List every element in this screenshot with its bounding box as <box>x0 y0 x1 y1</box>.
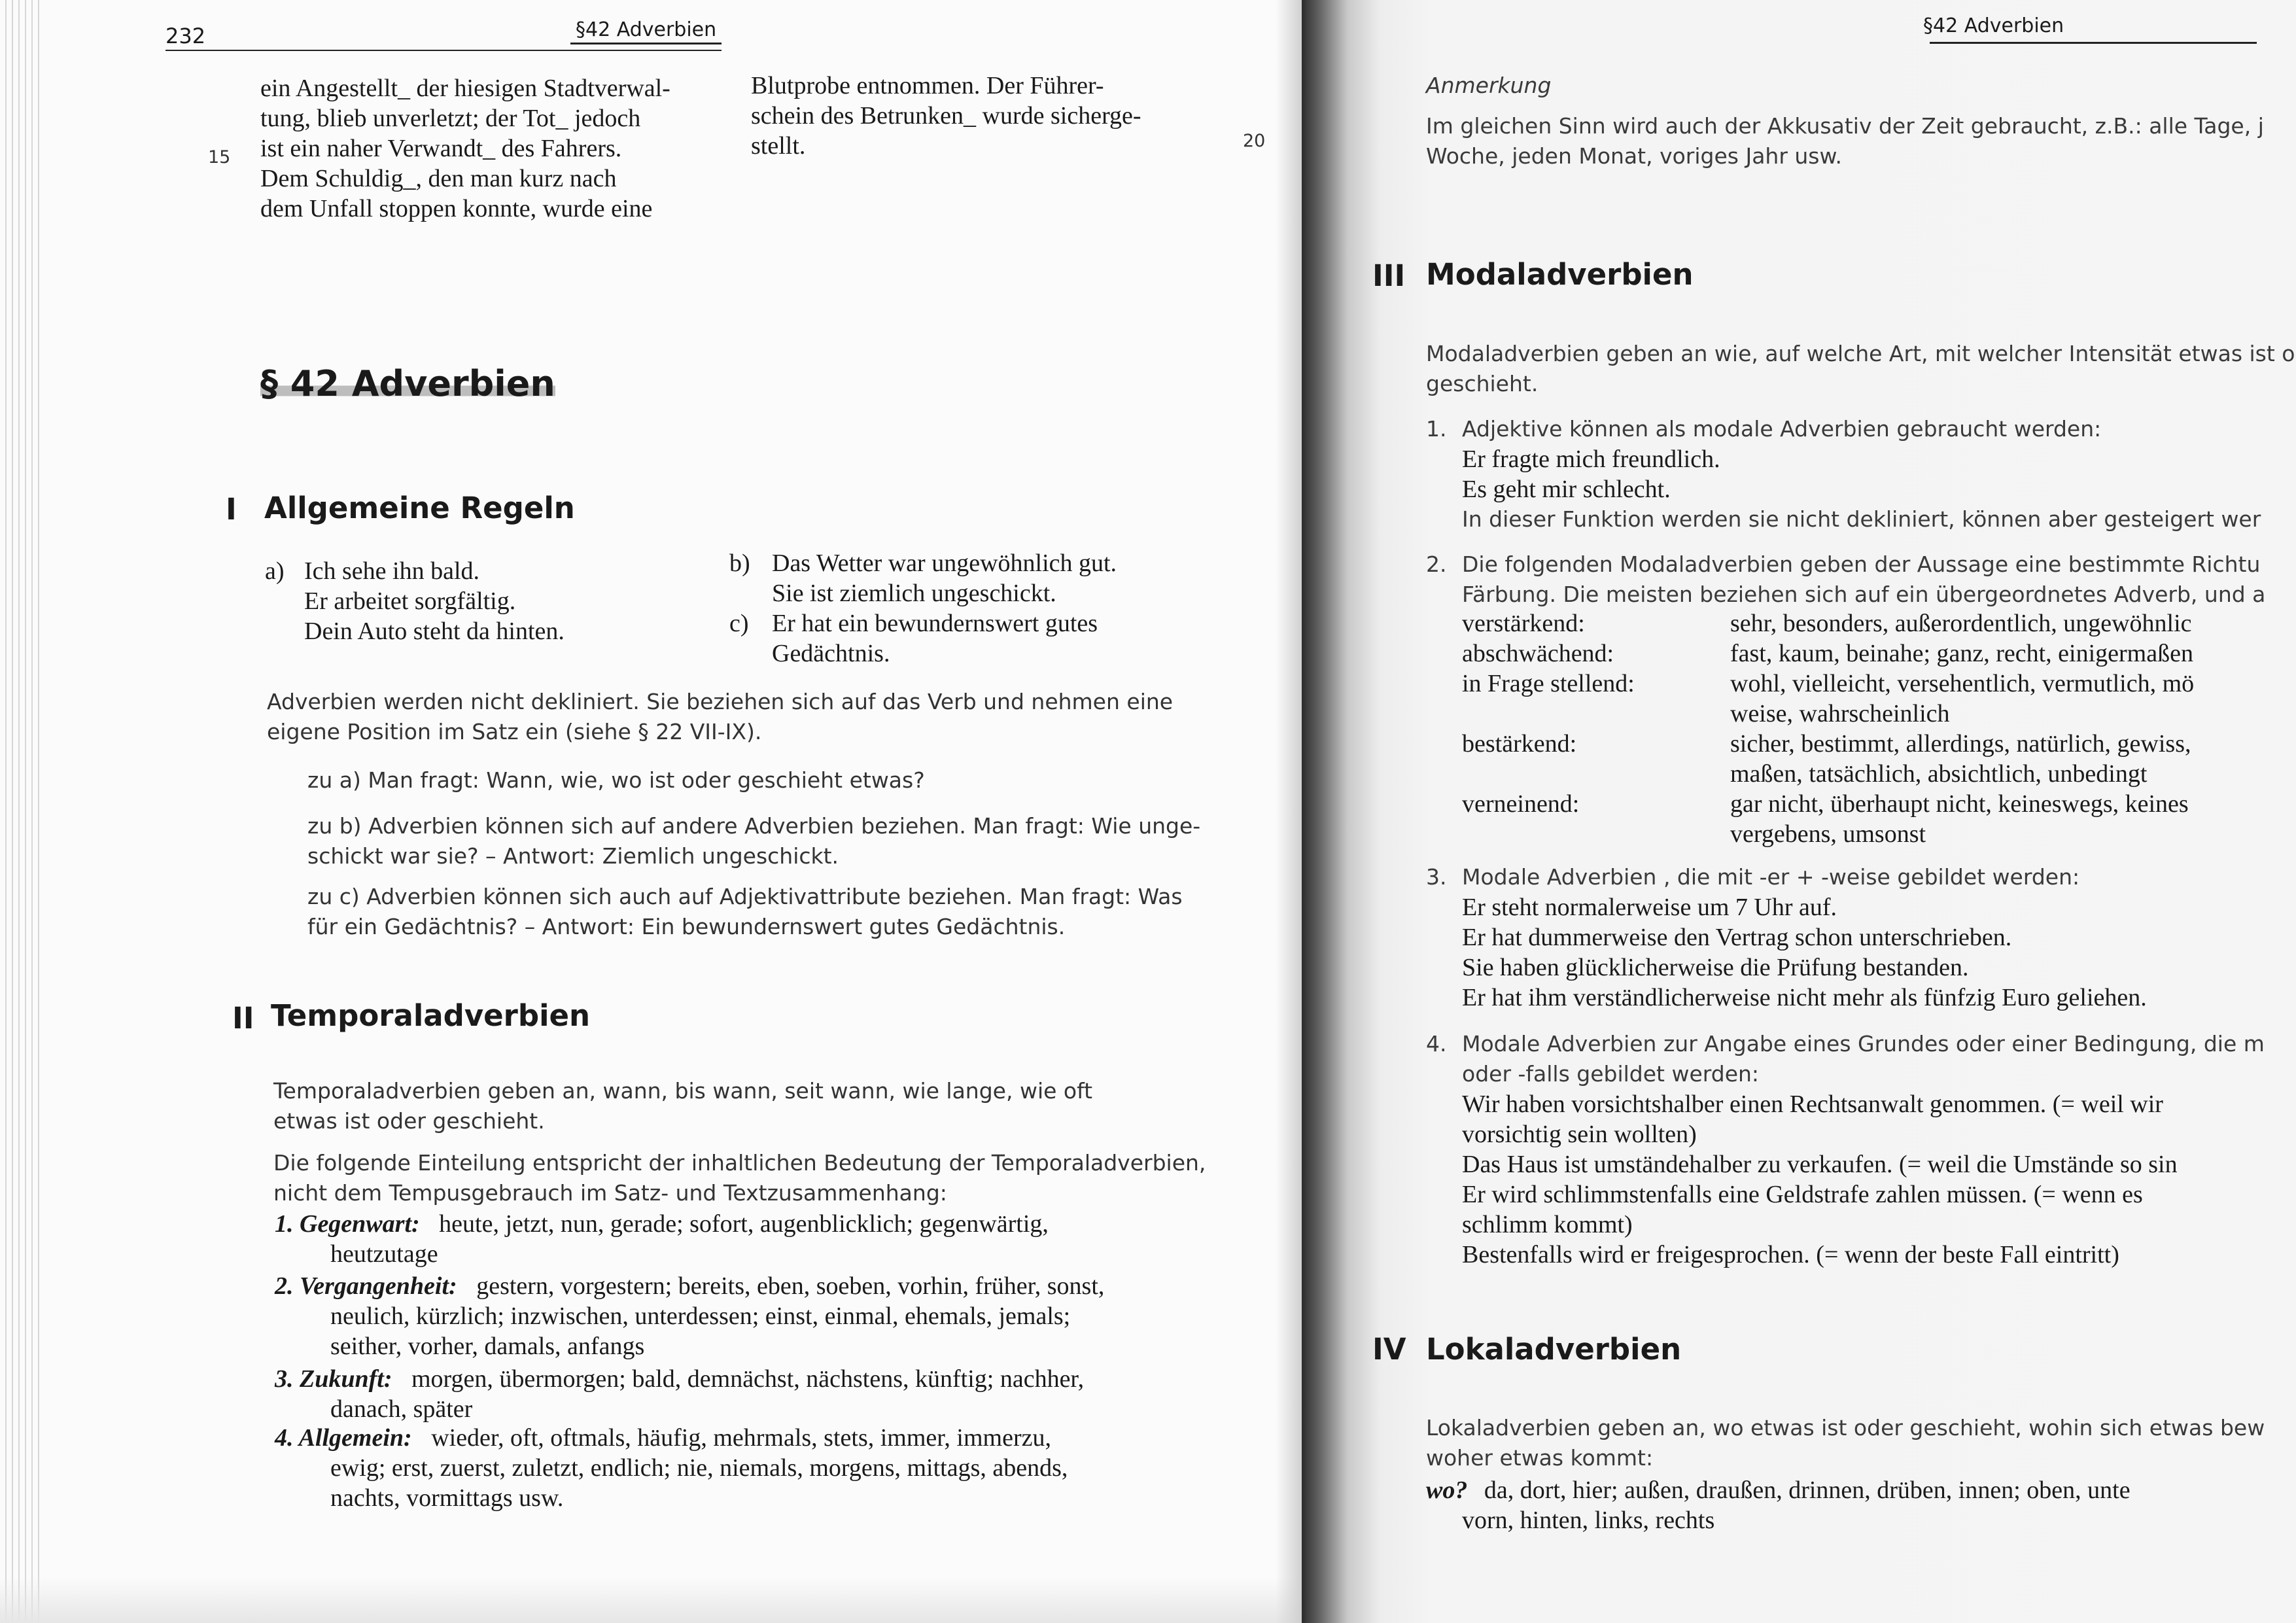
point-line: Färbung. Die meisten beziehen sich auf ein übergeordnetes Adverb, und a <box>1462 582 2266 607</box>
point-example: vorsichtig sein wollten) <box>1462 1121 1697 1148</box>
temporal-item-3 <box>275 1364 1084 1424</box>
point-example: Wir haben vorsichtshalber einen Rechtsanwalt genommen. (= weil wir <box>1462 1091 2163 1118</box>
row-label: verstärkend: <box>1462 610 1585 637</box>
zu-a-note: zu a) Man fragt: Wann, wie, wo ist oder geschieht etwas? <box>307 767 925 793</box>
example-c <box>729 608 1098 669</box>
point-example: Es geht mir schlecht. <box>1462 476 1671 503</box>
temporal-item-1 <box>275 1209 1049 1269</box>
point-example: Das Haus ist umständehalber zu verkaufen. (= weil die Umstände so sin <box>1462 1151 2178 1178</box>
row-label: verneinend: <box>1462 790 1580 818</box>
right-page <box>1302 0 2296 1623</box>
point-example: Er hat ihm verständlicherweise nicht mehr als fünfzig Euro geliehen. <box>1462 984 2147 1011</box>
modal-intro <box>1426 339 2295 399</box>
exercise-column-2 <box>751 71 1141 161</box>
temporal-item-4 <box>275 1423 1068 1513</box>
intro-line: geschieht. <box>1426 371 1539 396</box>
row-value: maßen, tatsächlich, absichtlich, unbedingt <box>1730 760 2148 788</box>
exercise-line: Blutprobe entnommen. Der Führer- <box>751 72 1104 99</box>
example-label: c) <box>729 610 749 637</box>
running-head: §42 Adverbien <box>570 18 722 44</box>
running-head: §42 Adverbien <box>1923 14 2064 37</box>
rule-paragraph <box>267 687 1173 747</box>
row-label: in Frage stellend: <box>1462 670 1635 697</box>
example-line: Gedächtnis. <box>772 640 890 667</box>
item-label: 4. Allgemein: <box>275 1424 412 1452</box>
exercise-line: ein Angestellt_ der hiesigen Stadtverwal- <box>260 75 670 102</box>
row-value: sehr, besonders, außerordentlich, ungewöhnlic <box>1730 610 2192 637</box>
point-example: Sie haben glücklicherweise die Prüfung bestanden. <box>1462 954 1969 981</box>
temporal-item-2 <box>275 1271 1104 1361</box>
item-line: gestern, vorgestern; bereits, eben, soeben, vorhin, früher, sonst, <box>476 1272 1105 1300</box>
point-example: Er wird schlimmstenfalls eine Geldstrafe zahlen müssen. (= wenn es <box>1462 1181 2143 1208</box>
anmerkung-line: Im gleichen Sinn wird auch der Akkusativ der Zeit gebraucht, z.B.: alle Tage, j <box>1426 113 2264 139</box>
point-4 <box>1462 1029 2265 1270</box>
point-number: 4. <box>1426 1031 1447 1056</box>
item-line: nachts, vormittags usw. <box>330 1484 564 1512</box>
row-value: gar nicht, überhaupt nicht, keineswegs, keines <box>1730 790 2189 818</box>
line-number: 15 <box>208 147 231 167</box>
wo-label: wo? <box>1426 1476 1468 1504</box>
intro-line: woher etwas kommt: <box>1426 1445 1654 1471</box>
section-numeral: III <box>1372 258 1406 293</box>
section-numeral: II <box>232 1001 254 1036</box>
row-value: vergebens, umsonst <box>1730 820 1926 848</box>
note-line: für ein Gedächtnis? – Antwort: Ein bewundernswert gutes Gedächtnis. <box>307 914 1066 939</box>
intro-line: Die folgende Einteilung entspricht der inhaltlichen Bedeutung der Temporaladverbien, <box>273 1150 1206 1176</box>
intro-line: Temporaladverbien geben an, wann, bis wann, seit wann, wie lange, wie oft <box>273 1078 1093 1104</box>
exercise-line: Dem Schuldig_, den man kurz nach <box>260 165 617 192</box>
exercise-line: ist ein naher Verwandt_ des Fahrers. <box>260 135 622 162</box>
row-label: bestärkend: <box>1462 730 1577 758</box>
section-title: Allgemeine Regeln <box>264 491 575 525</box>
lokal-wo <box>1426 1475 2131 1535</box>
point-line: oder -falls gebildet werden: <box>1462 1061 1760 1087</box>
section-title: Temporaladverbien <box>271 998 591 1033</box>
exercise-line: tung, blieb unverletzt; der Tot_ jedoch <box>260 105 641 132</box>
rule-line: eigene Position im Satz ein (siehe § 22 VII-IX). <box>267 719 762 744</box>
point-line: Adjektive können als modale Adverbien gebraucht werden: <box>1462 416 2102 442</box>
item-line: heute, jetzt, nun, gerade; sofort, augenblicklich; gegenwärtig, <box>439 1210 1049 1238</box>
row-value: weise, wahrscheinlich <box>1730 700 1950 727</box>
point-number: 3. <box>1426 864 1447 890</box>
point-example: Er fragte mich freundlich. <box>1462 445 1720 473</box>
point-example: Er hat dummerweise den Vertrag schon unterschrieben. <box>1462 924 2012 951</box>
chapter-title: § 42 Adverbien <box>260 363 555 404</box>
row-value: fast, kaum, beinahe; ganz, recht, einigermaßen <box>1730 640 2193 667</box>
row-label: abschwächend: <box>1462 640 1614 667</box>
example-line: Er arbeitet sorgfältig. <box>304 587 516 615</box>
intro-line: Modaladverbien geben an wie, auf welche Art, mit welcher Intensität etwas ist o <box>1426 341 2295 366</box>
point-line: In dieser Funktion werden sie nicht dekliniert, können aber gesteigert wer <box>1462 506 2261 532</box>
section-numeral: IV <box>1372 1332 1406 1367</box>
item-label: 2. Vergangenheit: <box>275 1272 457 1300</box>
item-line: morgen, übermorgen; bald, demnächst, nächstens, künftig; nachher, <box>411 1365 1085 1393</box>
point-line: Modale Adverbien zur Angabe eines Grundes oder einer Bedingung, die m <box>1462 1031 2265 1056</box>
anmerkung-line: Woche, jeden Monat, voriges Jahr usw. <box>1426 143 1842 169</box>
example-line: Das Wetter war ungewöhnlich gut. <box>772 550 1117 577</box>
running-head-rule <box>165 50 722 51</box>
example-a <box>265 556 565 646</box>
row-value: sicher, bestimmt, allerdings, natürlich, gewiss, <box>1730 730 2191 758</box>
example-label: b) <box>729 550 750 577</box>
item-label: 1. Gegenwart: <box>275 1210 420 1238</box>
gutter-shadow <box>1276 0 1302 1623</box>
item-line: neulich, kürzlich; inzwischen, unterdessen; einst, einmal, ehemals, jemals; <box>330 1302 1071 1330</box>
zu-b-note <box>307 811 1200 871</box>
note-line: zu c) Adverbien können sich auch auf Adjektivattribute beziehen. Man fragt: Was <box>307 884 1183 909</box>
point-line: Die folgenden Modaladverbien geben der Aussage eine bestimmte Richtu <box>1462 551 2261 577</box>
point-2 <box>1462 550 2265 610</box>
example-line: Ich sehe ihn bald. <box>304 557 480 585</box>
example-line: Sie ist ziemlich ungeschickt. <box>772 580 1056 607</box>
rule-line: Adverbien werden nicht dekliniert. Sie beziehen sich auf das Verb und nehmen eine <box>267 689 1174 714</box>
item-line: seither, vorher, damals, anfangs <box>330 1333 645 1360</box>
temporal-intro <box>273 1076 1092 1136</box>
lokal-intro <box>1426 1413 2265 1473</box>
modal-table <box>1462 608 2296 850</box>
intro-line: nicht dem Tempusgebrauch im Satz- und Textzusammenhang: <box>273 1180 947 1206</box>
zu-c-note <box>307 882 1183 942</box>
anmerkung-label: Anmerkung <box>1426 73 1552 98</box>
row-value: wohl, vielleicht, versehentlich, vermutlich, mö <box>1730 670 2195 697</box>
exercise-line: dem Unfall stoppen konnte, wurde eine <box>260 195 653 222</box>
item-line: ewig; erst, zuerst, zuletzt, endlich; nie, niemals, morgens, mittags, abends, <box>330 1454 1068 1482</box>
point-example: Bestenfalls wird er freigesprochen. (= wenn der beste Fall eintritt) <box>1462 1241 2119 1268</box>
note-line: schickt war sie? – Antwort: Ziemlich ungeschickt. <box>307 843 839 869</box>
note-line: zu b) Adverbien können sich auf andere Adverbien beziehen. Man fragt: Wie unge- <box>307 813 1201 839</box>
point-example: Er steht normalerweise um 7 Uhr auf. <box>1462 894 1837 921</box>
point-number: 2. <box>1426 551 1447 577</box>
section-title: Modaladverbien <box>1426 257 1694 292</box>
page-bottom-shadow <box>0 1577 1302 1623</box>
section-numeral: I <box>226 492 237 527</box>
point-3 <box>1462 862 2147 1013</box>
wo-line: vorn, hinten, links, rechts <box>1462 1507 1715 1534</box>
temporal-intro-2 <box>273 1148 1206 1208</box>
exercise-line: schein des Betrunken_ wurde sicherge- <box>751 102 1141 130</box>
example-label: a) <box>265 557 285 585</box>
example-b <box>729 548 1117 608</box>
point-number: 1. <box>1426 416 1447 442</box>
item-line: danach, später <box>330 1395 473 1423</box>
example-line: Er hat ein bewundernswert gutes <box>772 610 1098 637</box>
item-label: 3. Zukunft: <box>275 1365 392 1393</box>
point-example: schlimm kommt) <box>1462 1211 1633 1238</box>
intro-line: etwas ist oder geschieht. <box>273 1108 545 1134</box>
wo-line: da, dort, hier; außen, draußen, drinnen, drüben, innen; oben, unte <box>1484 1476 2131 1504</box>
point-line: Modale Adverbien , die mit -er + -weise gebildet werden: <box>1462 864 2080 890</box>
page-edge-lines <box>5 0 44 1623</box>
running-head-rule <box>1930 42 2257 44</box>
example-line: Dein Auto steht da hinten. <box>304 618 565 645</box>
exercise-column-1 <box>260 73 670 224</box>
intro-line: Lokaladverbien geben an, wo etwas ist oder geschieht, wohin sich etwas bew <box>1426 1415 2265 1440</box>
exercise-line: stellt. <box>751 132 806 160</box>
section-title: Lokaladverbien <box>1426 1332 1682 1367</box>
point-1 <box>1462 414 2261 534</box>
line-number: 20 <box>1243 131 1266 151</box>
anmerkung-text <box>1426 111 2264 171</box>
page-number: 232 <box>165 24 206 48</box>
item-line: wieder, oft, oftmals, häufig, mehrmals, stets, immer, immerzu, <box>431 1424 1051 1452</box>
item-line: heutzutage <box>330 1240 438 1268</box>
